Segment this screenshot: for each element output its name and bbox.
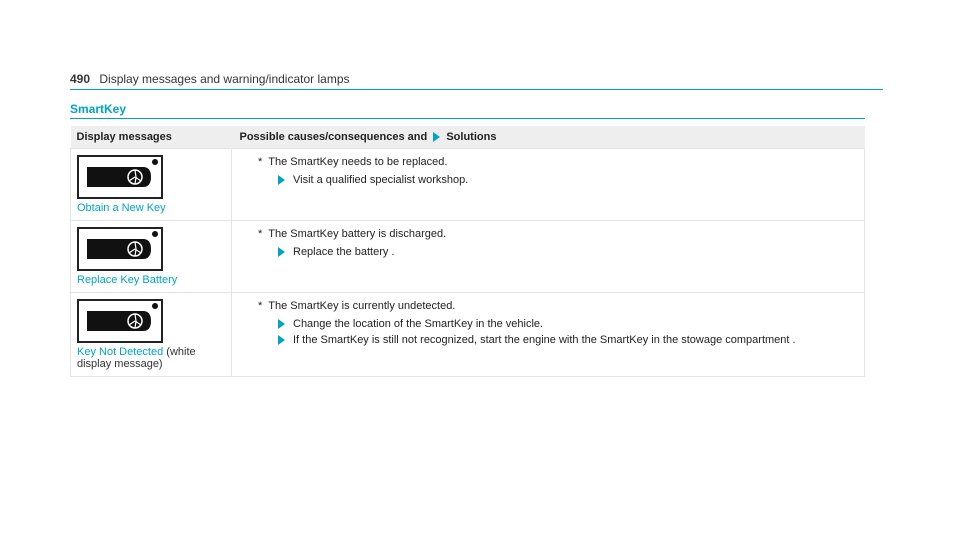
table-row (71, 293, 865, 377)
display-message-text: Key Not Detected (white display message) (77, 346, 196, 370)
cause-text: * The SmartKey battery is discharged. (258, 228, 447, 240)
display-message-cell (71, 221, 232, 293)
section-title: SmartKey (70, 102, 127, 116)
cause-text: * The SmartKey needs to be replaced. (258, 156, 448, 168)
page-header-title: Display messages and warning/indicator lamps (99, 72, 350, 86)
header-rule (70, 89, 883, 90)
display-message-cell (71, 293, 232, 377)
section-rule (70, 118, 865, 119)
smartkey-icon (77, 299, 163, 343)
solution-arrow-icon (433, 132, 440, 142)
solution-item: Replace the battery . (278, 246, 858, 258)
solution-arrow-icon (278, 175, 285, 185)
cause-solution-cell (232, 293, 865, 377)
solution-item: If the SmartKey is still not recognized, start the engine with the SmartKey in the stowage compartment . (278, 334, 858, 346)
solution-item: Change the location of the SmartKey in the vehicle. (278, 318, 858, 330)
display-message-text: Obtain a New Key (77, 202, 166, 214)
cause-solution-cell (232, 221, 865, 293)
solution-item: Visit a qualified specialist workshop. (278, 174, 858, 186)
cause-text: * The SmartKey is currently undetected. (258, 300, 456, 312)
page-header (70, 72, 350, 86)
table-row (71, 221, 865, 293)
page-number: 490 (70, 72, 91, 86)
col-header-causes-solutions: Possible causes/consequences and Solutions (232, 126, 865, 149)
smartkey-icon (77, 155, 163, 199)
solution-arrow-icon (278, 319, 285, 329)
solution-arrow-icon (278, 247, 285, 257)
display-message-cell (71, 149, 232, 221)
display-message-note: (white display message) (77, 346, 196, 370)
table-header-row (71, 126, 865, 149)
table-row (71, 149, 865, 221)
display-messages-table (70, 126, 865, 377)
smartkey-icon (77, 227, 163, 271)
solution-arrow-icon (278, 335, 285, 345)
display-message-text: Replace Key Battery (77, 274, 178, 286)
cause-solution-cell (232, 149, 865, 221)
col-header-display-messages: Display messages (71, 126, 232, 149)
